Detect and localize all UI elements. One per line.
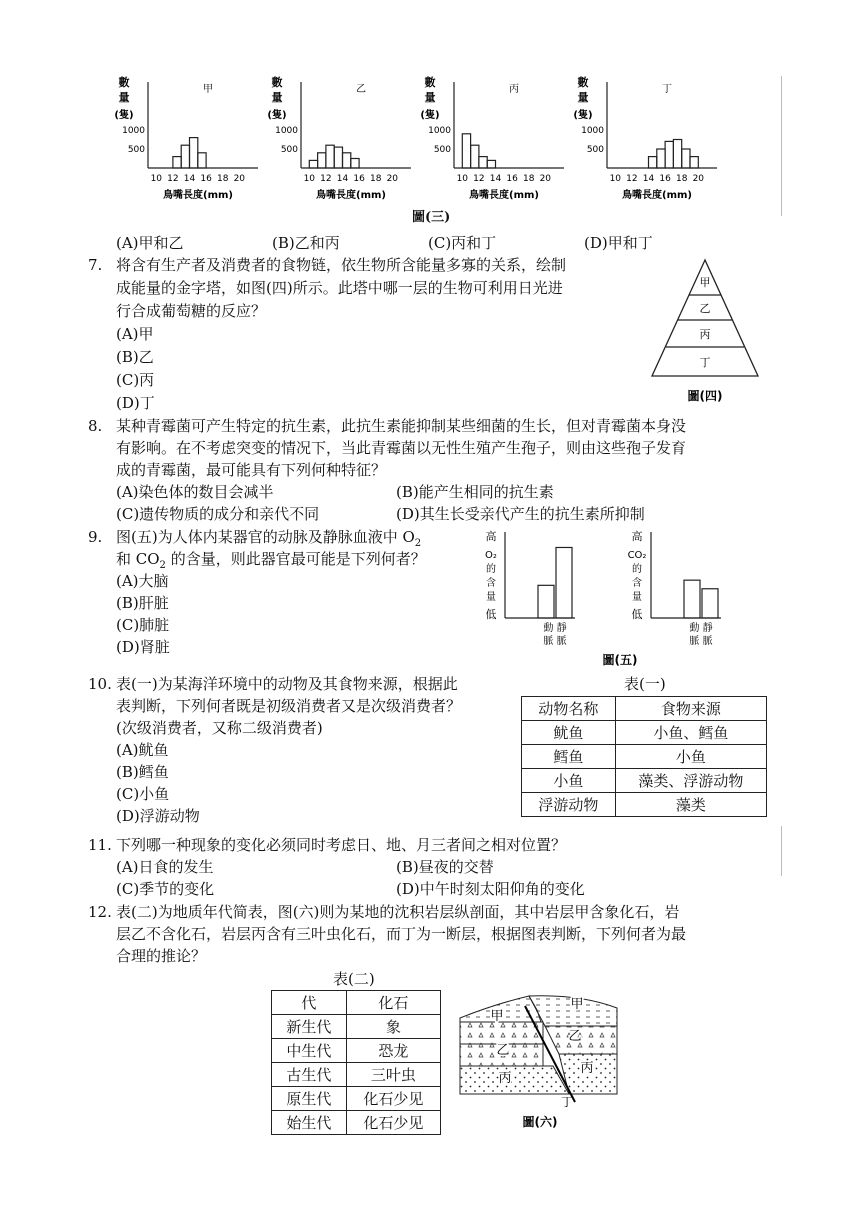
q9-option-c: (C)肺脏	[116, 616, 170, 634]
x-tick-label: 12	[626, 174, 638, 184]
table-cell: 鱿鱼	[522, 721, 616, 745]
gas-bar	[684, 580, 700, 618]
pyramid-label-ding: 丁	[699, 356, 711, 369]
x-tick-label: 18	[369, 174, 382, 184]
high-label: 高	[631, 530, 643, 543]
y-axis-label: 數	[118, 76, 130, 89]
q9-line-2: 和 $CO_2$ 的含量，则此器官最可能是下列何者？	[116, 550, 426, 571]
histogram-bar	[334, 147, 342, 168]
figure-3-caption: 圖(三)	[412, 210, 451, 225]
histogram-bar	[649, 157, 657, 168]
y-tick-label: 500	[586, 145, 604, 155]
pyramid-label-jia: 甲	[699, 276, 711, 289]
q9-number: 9.	[88, 528, 103, 546]
table-cell: 三叶虫	[346, 1063, 440, 1087]
x-tick-label: 18	[216, 174, 229, 184]
strata-label-yi-right: 乙	[568, 1029, 582, 1044]
histogram-bar	[673, 140, 681, 169]
q11-option-a: (A)日食的发生	[116, 858, 214, 876]
gas-bar	[556, 547, 572, 618]
histogram-bar	[462, 134, 470, 168]
q10-option-b: (B)鳕鱼	[116, 763, 169, 781]
table-row	[522, 721, 767, 745]
figure-5-blood-gas-charts	[475, 528, 775, 670]
figure-6-caption: 圖(六)	[522, 1115, 558, 1129]
y-axis-label: 數	[271, 76, 283, 89]
histogram-bar	[173, 157, 181, 168]
table-cell: 新生代	[272, 1015, 347, 1039]
y-axis-label: 量	[424, 91, 436, 104]
y-axis-label: 含	[632, 578, 642, 589]
histogram-bar	[198, 153, 206, 168]
table-header-cell: 食物来源	[615, 697, 766, 721]
x-tick-label: 20	[233, 174, 246, 184]
table-row	[522, 793, 767, 817]
histogram-bar	[487, 160, 495, 168]
q7-line-3: 行合成葡萄糖的反应？	[116, 302, 267, 320]
x-tick-label: 14	[489, 174, 502, 184]
table-row	[272, 1087, 441, 1111]
figure-4-caption: 圖(四)	[687, 389, 723, 403]
margin-rule	[781, 826, 782, 876]
y-tick-label: 1000	[275, 126, 298, 136]
y-axis-label: (隻)	[420, 110, 440, 121]
figure-6-rock-strata	[455, 990, 625, 1132]
histogram-bar	[343, 153, 351, 168]
q6-option-b: (B)乙和丙	[272, 234, 340, 252]
table-cell: 藻类	[615, 793, 766, 817]
table-row	[272, 1039, 441, 1063]
histogram-bar	[682, 149, 690, 168]
q6-option-d: (D)甲和丁	[584, 234, 653, 252]
histogram-bar	[181, 145, 189, 168]
x-tick-label: 10	[609, 174, 622, 184]
histogram-panel	[267, 75, 411, 201]
q10-option-d: (D)浮游动物	[116, 807, 200, 825]
y-axis-label: 量	[632, 592, 642, 603]
x-tick-label: 16	[659, 174, 671, 184]
x-axis-label: 鳥嘴長度(mm)	[163, 190, 233, 201]
q7-number: 7.	[88, 256, 103, 274]
histogram-bar	[318, 153, 326, 168]
x-tick-label: 20	[386, 174, 399, 184]
table-cell: 小鱼	[615, 745, 766, 769]
histogram-bar	[190, 138, 198, 168]
y-axis-label: 數	[424, 76, 436, 89]
category-label: 脈 脈	[689, 636, 713, 647]
y-tick-label: 1000	[122, 126, 145, 136]
table-cell: 原生代	[272, 1087, 347, 1111]
table-cell: 鳕鱼	[522, 745, 616, 769]
histogram-panel	[573, 75, 717, 201]
q8-line-2: 有影响。在不考虑突变的情况下，当此青霉菌以无性生殖产生孢子，则由这些孢子发育	[116, 439, 687, 457]
category-label: 動 靜	[543, 623, 567, 634]
y-axis-label: 量	[271, 91, 283, 104]
q9-option-b: (B)肝脏	[116, 594, 169, 612]
x-tick-label: 20	[692, 174, 705, 184]
y-tick-label: 1000	[428, 126, 451, 136]
q8-option-b: (B)能产生相同的抗生素	[396, 483, 554, 501]
table-row	[272, 991, 441, 1015]
y-tick-label: 500	[280, 145, 298, 155]
q11-option-b: (B)昼夜的交替	[396, 858, 494, 876]
table-row	[522, 745, 767, 769]
x-tick-label: 14	[642, 174, 655, 184]
q9-option-a: (A)大脑	[116, 572, 169, 590]
q7-option-a: (A)甲	[116, 325, 154, 343]
category-label: 脈 脈	[543, 636, 567, 647]
strata-label-jia: 甲	[490, 1009, 504, 1024]
q8-line-1: 某种青霉菌可产生特定的抗生素，此抗生素能抑制某些细菌的生长，但对青霉菌本身没	[116, 417, 687, 435]
q12-line-3: 合理的推论？	[116, 947, 207, 965]
y-axis-label: (隻)	[573, 110, 593, 121]
y-axis-label: 數	[577, 76, 589, 89]
q11-line: 下列哪一种现象的变化必须同时考虑日、地、月三者间之相对位置？	[116, 836, 567, 854]
table-1	[521, 696, 767, 817]
gas-bar	[702, 589, 718, 618]
q9-line-1: 图(五)为人体内某器官的动脉及静脉血液中 $O_2$	[116, 528, 422, 549]
table-row	[272, 1063, 441, 1087]
y-axis-label: CO₂	[627, 550, 647, 561]
x-tick-label: 20	[539, 174, 552, 184]
q10-line-1: 表(一)为某海洋环境中的动物及其食物来源，根据此	[116, 675, 458, 693]
q8-option-d: (D)其生长受亲代产生的抗生素所抑制	[396, 505, 645, 523]
x-tick-label: 10	[303, 174, 316, 184]
x-axis-label: 鳥嘴長度(mm)	[469, 190, 539, 201]
table-cell: 浮游动物	[522, 793, 616, 817]
q7-option-d: (D)丁	[116, 394, 155, 412]
gas-bar	[538, 585, 554, 618]
x-tick-label: 14	[336, 174, 349, 184]
table-header-cell: 动物名称	[522, 697, 616, 721]
y-tick-label: 500	[433, 145, 451, 155]
x-tick-label: 16	[353, 174, 365, 184]
gas-bar-chart	[485, 529, 575, 647]
x-tick-label: 12	[167, 174, 179, 184]
figure-5-caption: 圖(五)	[602, 653, 638, 667]
x-tick-label: 10	[150, 174, 163, 184]
q6-option-c: (C)丙和丁	[428, 234, 497, 252]
y-axis-label: 的	[486, 564, 496, 575]
q10-line-2: 表判断，下列何者既是初级消费者又是次级消费者？	[116, 697, 462, 715]
q12-line-1: 表(二)为地质年代简表，图(六)则为某地的沈积岩层纵剖面，其中岩层甲含象化石，岩	[116, 903, 680, 921]
y-axis-label: (隻)	[267, 110, 287, 121]
table-cell: 恐龙	[346, 1039, 440, 1063]
y-axis-label: 含	[486, 578, 496, 589]
x-tick-label: 12	[473, 174, 485, 184]
x-tick-label: 16	[506, 174, 518, 184]
y-axis-label: (隻)	[114, 110, 134, 121]
histogram-panel	[114, 75, 258, 201]
low-label: 低	[485, 608, 497, 621]
y-axis-label: 的	[632, 564, 642, 575]
q7-option-b: (B)乙	[116, 348, 154, 366]
q10-option-a: (A)鱿鱼	[116, 741, 169, 759]
table-cell: 化石少见	[346, 1111, 440, 1135]
table-cell: 化石少见	[346, 1087, 440, 1111]
panel-title: 丁	[662, 84, 672, 95]
y-axis-label: 量	[577, 91, 589, 104]
figure-3-histograms	[110, 74, 730, 224]
q6-option-a: (A)甲和乙	[116, 234, 184, 252]
histogram-panel	[420, 75, 564, 201]
strata-label-ding: 丁	[560, 1095, 574, 1109]
q10-line-3: (次级消费者，又称二级消费者)	[116, 719, 323, 737]
table-2-title: 表(二)	[333, 970, 375, 988]
q12-line-2: 层乙不含化石，岩层丙含有三叶虫化石，而丁为一断层，根据图表判断，下列何者为最	[116, 925, 687, 943]
table-cell: 小鱼	[522, 769, 616, 793]
table-header-cell: 化石	[346, 991, 440, 1015]
q11-number: 11.	[88, 836, 112, 854]
table-1-title: 表(一)	[624, 675, 666, 693]
histogram-bar	[471, 145, 479, 168]
panel-title: 乙	[356, 84, 366, 95]
strata-label-bing-right: 丙	[580, 1061, 594, 1076]
histogram-bar	[657, 149, 665, 168]
table-cell: 小鱼、鳕鱼	[615, 721, 766, 745]
x-tick-label: 14	[183, 174, 196, 184]
histogram-bar	[690, 157, 698, 168]
table-row	[522, 769, 767, 793]
margin-rule	[781, 76, 782, 216]
category-label: 動 靜	[689, 623, 713, 634]
table-cell: 中生代	[272, 1039, 347, 1063]
table-header-cell: 代	[272, 991, 347, 1015]
panel-title: 甲	[203, 84, 213, 95]
y-tick-label: 500	[127, 145, 145, 155]
pyramid-label-bing: 丙	[699, 328, 711, 341]
y-tick-label: 1000	[581, 126, 604, 136]
q7-line-1: 将含有生产者及消费者的食物链，依生物所含能量多寡的关系，绘制	[116, 256, 567, 274]
strata-label-jia-right: 甲	[570, 997, 584, 1012]
y-axis-label: 量	[118, 91, 130, 104]
y-axis-label: O₂	[485, 550, 497, 561]
panel-title: 丙	[509, 84, 519, 95]
q7-option-c: (C)丙	[116, 371, 155, 389]
x-axis-label: 鳥嘴長度(mm)	[622, 190, 692, 201]
histogram-bar	[351, 159, 359, 169]
histogram-bar	[479, 157, 487, 168]
q11-option-d: (D)中午时刻太阳仰角的变化	[396, 880, 585, 898]
strata-label-yi: 乙	[496, 1043, 510, 1058]
x-tick-label: 18	[522, 174, 535, 184]
q7-line-2: 成能量的金字塔，如图(四)所示。此塔中哪一层的生物可利用日光进	[116, 279, 563, 297]
x-axis-label: 鳥嘴長度(mm)	[316, 190, 386, 201]
table-cell: 藻类、浮游动物	[615, 769, 766, 793]
gas-bar-chart	[628, 529, 721, 647]
x-tick-label: 18	[675, 174, 688, 184]
table-cell: 始生代	[272, 1111, 347, 1135]
table-row	[522, 697, 767, 721]
table-row	[272, 1015, 441, 1039]
histogram-bar	[665, 141, 673, 168]
strata-label-bing: 丙	[498, 1071, 512, 1086]
histogram-bar	[309, 160, 317, 168]
q8-line-3: 成的青霉菌，最可能具有下列何种特征？	[116, 461, 387, 479]
high-label: 高	[485, 530, 497, 543]
x-tick-label: 16	[200, 174, 212, 184]
x-tick-label: 12	[320, 174, 332, 184]
q8-option-c: (C)遗传物质的成分和亲代不同	[116, 505, 320, 523]
low-label: 低	[631, 608, 643, 621]
histogram-bar	[326, 145, 334, 168]
q10-option-c: (C)小鱼	[116, 785, 170, 803]
q9-option-d: (D)肾脏	[116, 638, 170, 656]
table-cell: 象	[346, 1015, 440, 1039]
q10-number: 10.	[88, 675, 112, 693]
q11-option-c: (C)季节的变化	[116, 880, 215, 898]
pyramid-label-yi: 乙	[699, 302, 711, 315]
q8-option-a: (A)染色体的数目会减半	[116, 483, 274, 501]
y-axis-label: 量	[486, 592, 496, 603]
x-tick-label: 10	[456, 174, 469, 184]
table-row	[272, 1111, 441, 1135]
table-cell: 古生代	[272, 1063, 347, 1087]
q8-number: 8.	[88, 417, 103, 435]
table-2	[271, 990, 441, 1135]
energy-pyramid	[650, 258, 760, 408]
q12-number: 12.	[88, 903, 112, 921]
